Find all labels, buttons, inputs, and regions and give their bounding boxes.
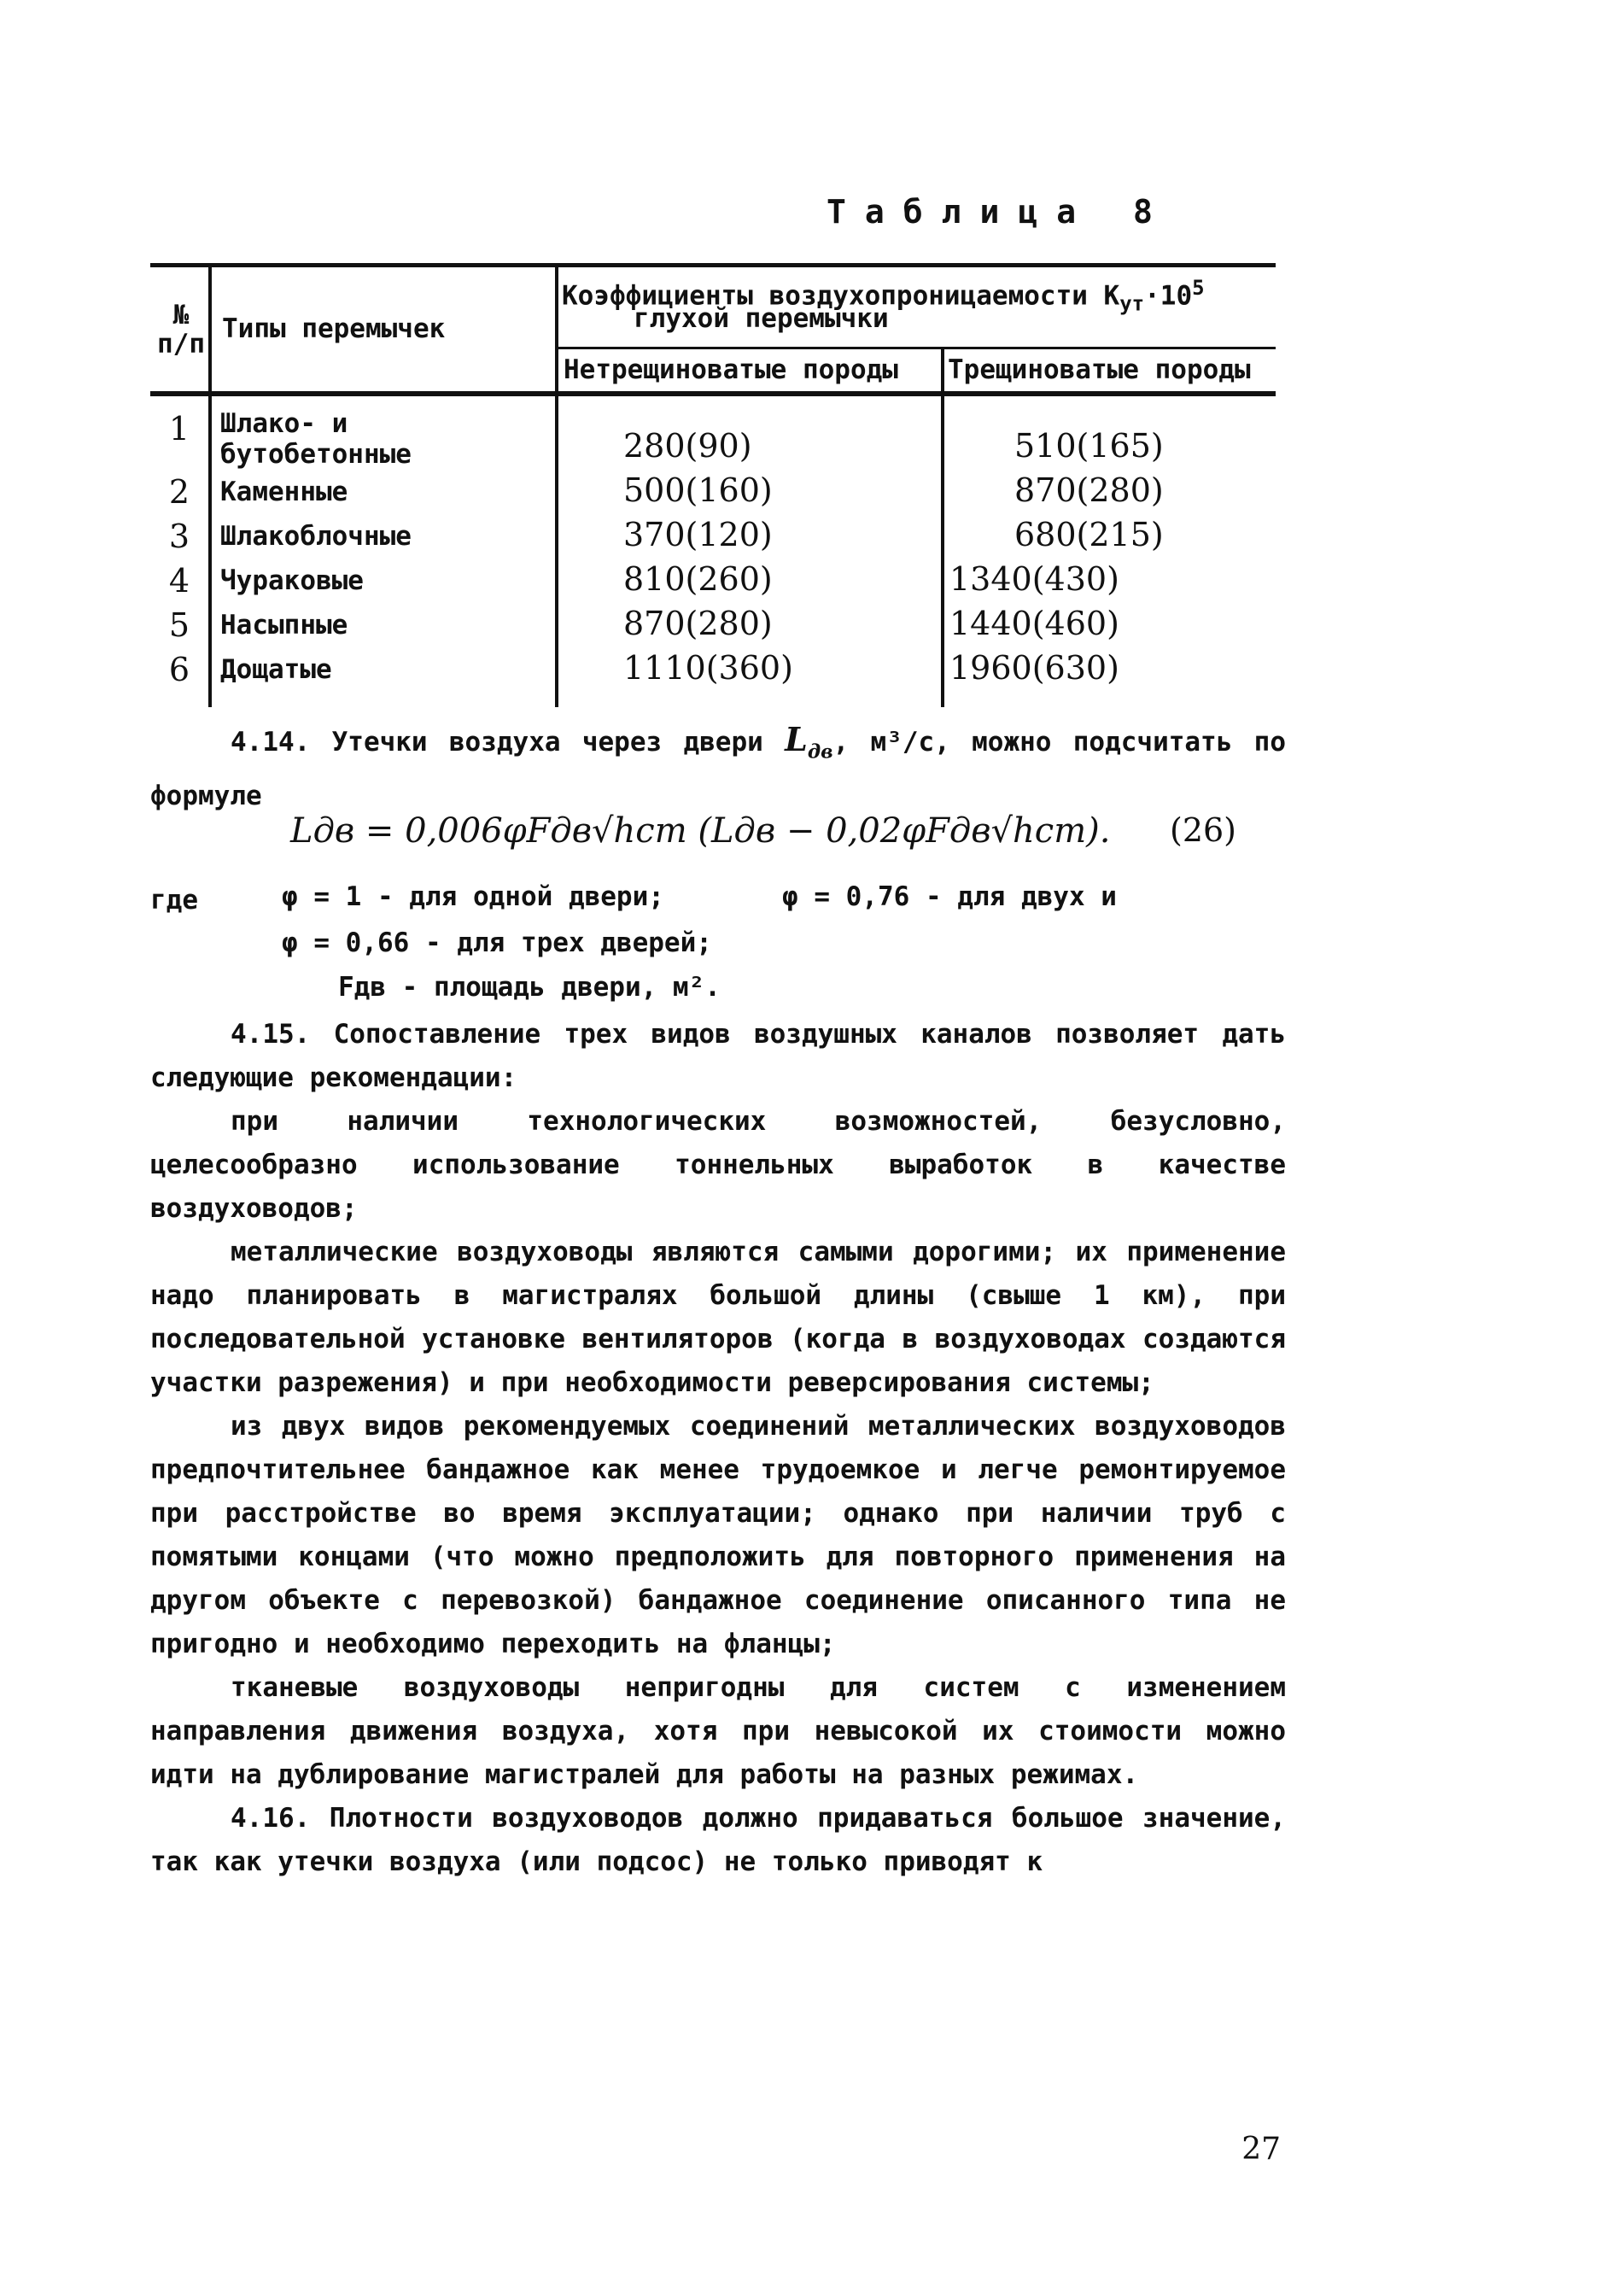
header-bottom-rule: [150, 391, 1276, 396]
paragraph-4-16: 4.16. Плотности воздуховодов должно придаваться большое значение, так как утечки воздуха (или подсос) не только приводят к: [150, 1803, 1286, 1877]
recommendation-tunnels: при наличии технологических возможностей, безусловно, целесообразно использование тоннельных выработок в качестве воздуховодов;: [150, 1106, 1286, 1224]
legend-phi-2: φ = 0,76 - для двух и: [782, 881, 1117, 912]
row-6-value-b: 1960(630): [949, 649, 1119, 687]
row-5-value-a: 870(280): [623, 605, 773, 642]
header-col-a: Нетрещиноватые породы: [564, 354, 898, 385]
row-1-value-b: 510(165): [1014, 427, 1164, 465]
paragraph-4-14: 4.14. Утечки воздуха через двери $L_{дв}$, м³/с, можно подсчитать по формуле: [150, 720, 1287, 811]
header-col-b: Трещиноватые породы: [948, 354, 1251, 385]
row-3-number: 3: [168, 518, 190, 555]
row-6-name: Дощатые: [220, 654, 332, 685]
row-2-value-a: 500(160): [623, 471, 773, 509]
col-rule-3: [941, 347, 944, 707]
row-5-value-b: 1440(460): [949, 605, 1119, 642]
row-4-value-b: 1340(430): [949, 560, 1119, 598]
formula-number: (26): [1170, 811, 1237, 849]
row-1-value-a: 280(90): [623, 427, 752, 465]
col-rule-2: [555, 263, 558, 707]
leak-variable: L: [785, 720, 808, 758]
recommendations-section: [150, 1013, 1286, 1884]
recommendation-fabric: тканевые воздуховоды непригодны для систем с изменением направления движения воздуха, хотя при невысокой их стоимости можно идти на дублирование магистралей для работы на разных режимах.: [150, 1672, 1286, 1790]
table-caption: Таблица 8: [827, 193, 1171, 231]
formula-26: Lдв = 0,006φFдв√hст (Lдв − 0,02φFдв√hст).: [290, 811, 1111, 851]
paragraph-4-14-text-a: 4.14. Утечки воздуха через двери: [231, 727, 763, 758]
row-5-name: Насыпные: [220, 610, 348, 641]
legend-phi-3: φ = 0,66 - для трех дверей;: [282, 927, 712, 958]
header-type: Типы перемычек: [222, 313, 446, 344]
row-3-value-b: 680(215): [1014, 516, 1164, 553]
row-6-number: 6: [168, 651, 190, 688]
row-3-value-a: 370(120): [623, 516, 773, 553]
header-num: № п/п: [157, 300, 205, 360]
recommendation-joints: из двух видов рекомендуемых соединений металлических воздуховодов предпочтительнее бандажное как менее трудоемкое и легче ремонтируемое при расстройстве во время эксплуатации; однако при наличии труб с помятыми концами (что можно предположить для повторного применения на другом объекте с перевозкой) бандажное соединение описанного типа не пригодно и необходимо переходить на фланцы;: [150, 1411, 1286, 1659]
legend-area: Fдв - площадь двери, м².: [338, 972, 721, 1003]
header-coef-line2: глухой перемычки: [634, 303, 889, 334]
row-4-value-a: 810(260): [623, 560, 773, 598]
subheader-rule: [557, 347, 1276, 349]
row-3-name: Шлакоблочные: [220, 521, 412, 552]
air-permeability-table: [150, 263, 1276, 707]
row-4-name: Чураковые: [220, 565, 364, 596]
row-2-value-b: 870(280): [1014, 471, 1164, 509]
header-coef: Коэффициенты воздухопроницаемости $К_{ут}\cdot 10^5$: [562, 276, 1205, 316]
where-label: где: [150, 885, 198, 916]
row-2-number: 2: [168, 473, 190, 511]
row-1-name: Шлако- и бутобетонные: [220, 408, 412, 470]
col-rule-1: [208, 263, 212, 707]
row-1-number: 1: [168, 410, 190, 448]
paragraph-4-15: 4.15. Сопоставление трех видов воздушных каналов позволяет дать следующие рекомендации:: [150, 1019, 1286, 1093]
row-5-number: 5: [168, 606, 190, 644]
row-2-name: Каменные: [220, 477, 348, 507]
recommendation-metal: металлические воздуховоды являются самыми дорогими; их применение надо планировать в магистралях большой длины (свыше 1 км), при последовательной установке вентиляторов (когда в воздуховодах создаются участки разрежения) и при необходимости реверсирования системы;: [150, 1237, 1286, 1398]
row-6-value-a: 1110(360): [623, 649, 793, 687]
page-number: 27: [1241, 2132, 1281, 2167]
paragraph-4-14-text-b: , м³/с, можно подсчитать по формуле: [150, 727, 1287, 811]
legend-phi-1: φ = 1 - для одной двери;: [282, 881, 664, 912]
table-top-rule: [150, 263, 1276, 267]
row-4-number: 4: [168, 562, 190, 600]
